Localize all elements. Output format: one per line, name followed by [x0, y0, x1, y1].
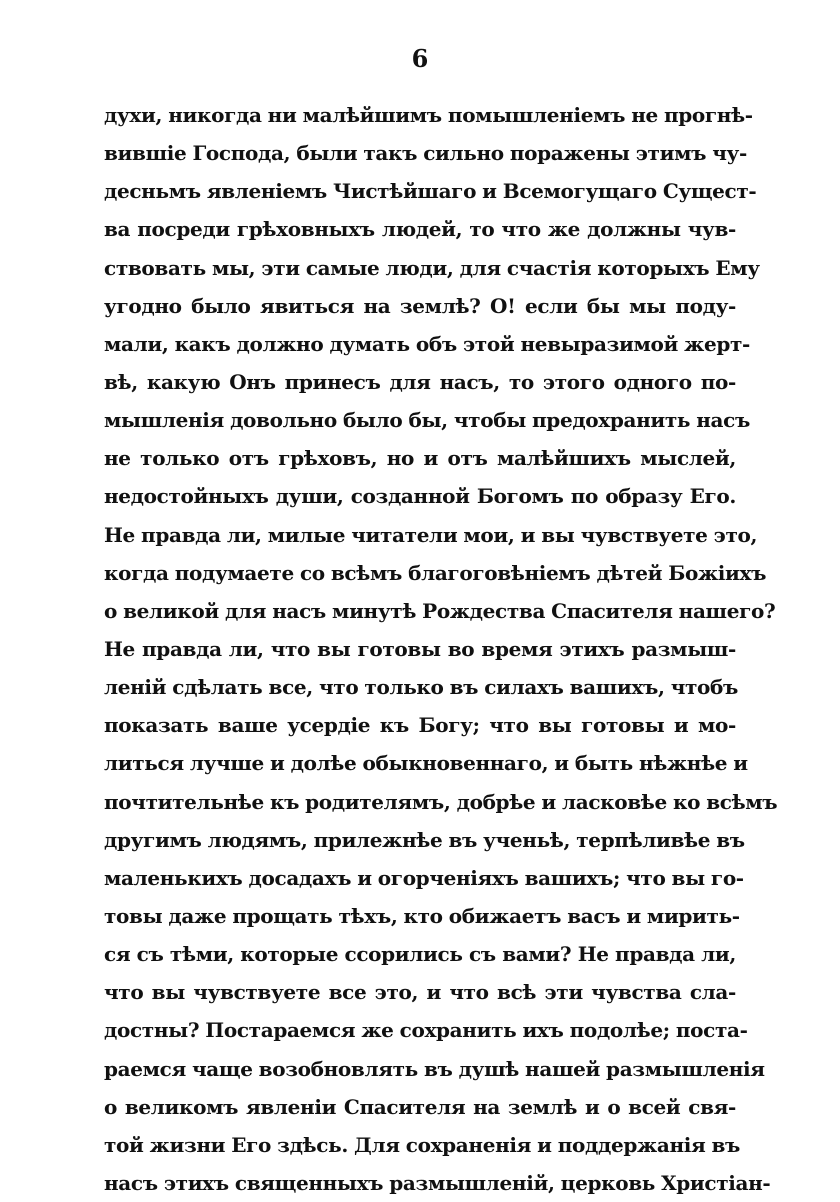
text-line: ся съ тѣми, которые ссорились съ вами? Не правда ли, — [104, 942, 736, 967]
text-line: почтительнѣе къ родителямъ, добрѣе и ласковѣе ко всѣмъ — [104, 789, 778, 814]
text-line: литься лучше и долѣе обыкновеннаго, и быть нѣжнѣе и — [104, 751, 748, 776]
page-number: 6 — [411, 44, 429, 73]
text-line: маленькихъ досадахъ и огорченіяхъ вашихъ; что вы го- — [104, 865, 744, 890]
text-line: Не правда ли, милые читатели мои, и вы чувствуете это, — [104, 522, 758, 547]
text-line: недостойныхъ души, созданной Богомъ по образу Его. — [104, 484, 736, 509]
text-line: Не правда ли, что вы готовы во время этихъ размыш- — [104, 636, 736, 661]
text-line: достны? Постараемся же сохранить ихъ подолѣе; поста- — [104, 1018, 748, 1043]
text-line: другимъ людямъ, прилежнѣе въ ученьѣ, терпѣливѣе въ — [104, 827, 745, 852]
text-line: о великой для насъ минутѣ Рождества Спасителя нашего? — [104, 598, 776, 623]
text-line: духи, никогда ни малѣйшимъ помышленіемъ не прогнѣ- — [104, 103, 753, 127]
text-line: угодно было явиться на землѣ? О! если бы мы поду- — [104, 293, 736, 318]
text-line: мышленія довольно было бы, чтобы предохранить насъ — [104, 408, 750, 433]
text-line: что вы чувствуете все это, и что всѣ эти чувства сла- — [104, 980, 736, 1005]
text-line: когда подумаете со всѣмъ благоговѣніемъ дѣтей Божіихъ — [104, 560, 767, 585]
text-line: мали, какъ должно думать объ этой невыразимой жерт- — [104, 331, 750, 356]
text-line: насъ этихъ священныхъ размышленій, церковь Христіан- — [104, 1170, 771, 1195]
text-line: ствовать мы, эти самые люди, для счастія которыхъ Ему — [104, 255, 760, 280]
text-line: не только отъ грѣховъ, но и отъ малѣйшихъ мыслей, — [104, 446, 736, 471]
text-line: раемся чаще возобновлять въ душѣ нашей размышленія — [104, 1056, 765, 1081]
text-line: десньмъ явленіемъ Чистѣйшаго и Всемогущаго Сущест- — [104, 179, 757, 204]
text-line: вѣ, какую Онъ принесъ для насъ, то этого одного по- — [104, 369, 736, 394]
text-line: той жизни Его здѣсь. Для сохраненія и поддержанія въ — [104, 1132, 741, 1157]
body-text — [104, 96, 778, 1202]
text-line: показать ваше усердіе къ Богу; что вы готовы и мо- — [104, 713, 736, 738]
text-line: товы даже прощать тѣхъ, кто обижаетъ васъ и мирить- — [104, 903, 740, 928]
text-line: леній сдѣлать все, что только въ силахъ вашихъ, чтобъ — [104, 675, 739, 700]
text-line: вившіе Господа, были такъ сильно поражены этимъ чу- — [104, 141, 747, 166]
text-line: о великомъ явленіи Спасителя на землѣ и о всей свя- — [104, 1094, 736, 1119]
text-line: ва посреди грѣховныхъ людей, то что же должны чув- — [104, 217, 736, 242]
